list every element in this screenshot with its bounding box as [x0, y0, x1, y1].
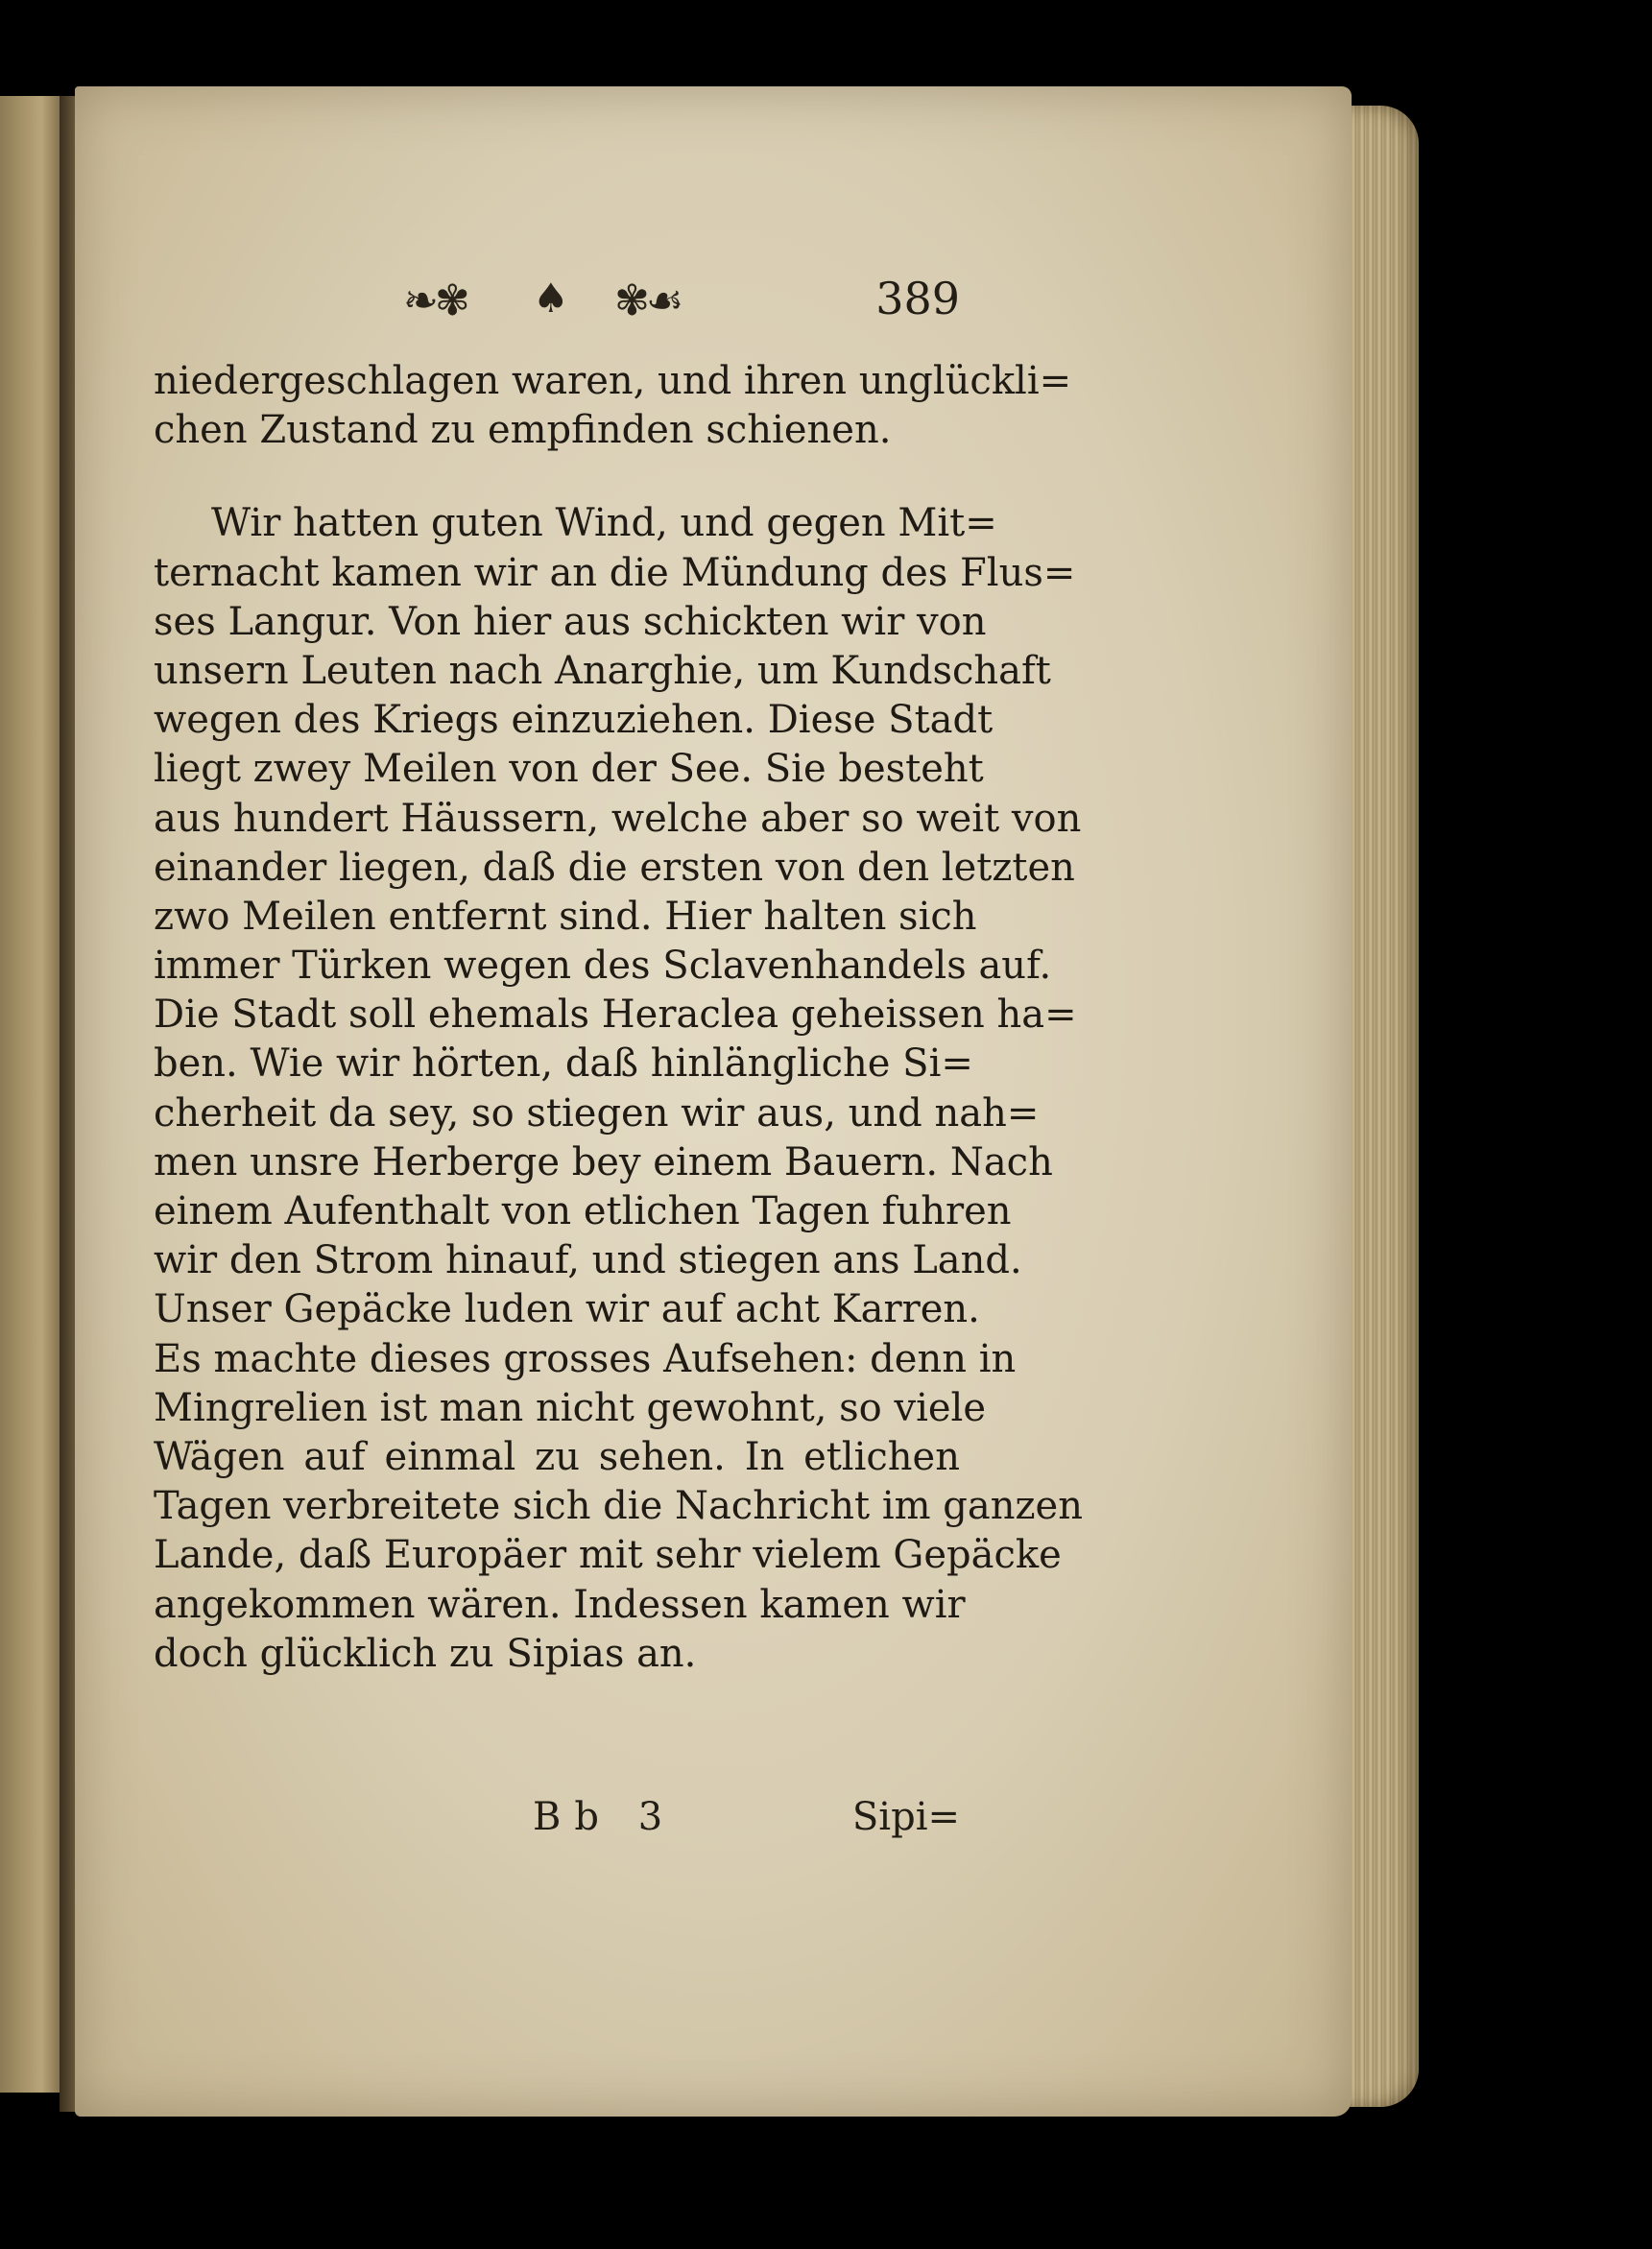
text-line: Die Stadt soll ehemals Heraclea geheissen ha=	[154, 993, 1077, 1038]
ornament-left-icon: ❧✾	[403, 276, 467, 325]
text-line: ternacht kamen wir an die Mündung des Flus=	[154, 550, 1076, 595]
text-line: cherheit da sey, so stiegen wir aus, und nah=	[154, 1090, 1040, 1136]
page-number: 389	[875, 273, 960, 324]
text-line: wir den Strom hinauf, und stiegen ans Land.	[154, 1238, 1022, 1283]
text-line: aus hundert Häussern, welche aber so weit von	[154, 796, 1082, 841]
catchword: Sipi=	[851, 1795, 960, 1839]
text-line: Lande, daß Europäer mit sehr vielem Gepäcke	[154, 1533, 1062, 1578]
text-line: einander liegen, daß die ersten von den letzten	[154, 845, 1075, 890]
text-line: Wägen auf einmal zu sehen. In etlichen	[154, 1434, 960, 1479]
text-line: chen Zustand zu empfinden schienen.	[154, 408, 892, 453]
ornament-right-icon: ✾☙	[614, 276, 681, 325]
text-line: Es machte dieses grosses Aufsehen: denn in	[154, 1336, 1017, 1381]
text-line: liegt zwey Meilen von der See. Sie besteht	[154, 747, 984, 792]
text-line: Mingrelien ist man nicht gewohnt, so viele	[154, 1385, 986, 1430]
signature-mark: Bb 3	[533, 1795, 677, 1839]
text-line: angekommen wären. Indessen kamen wir	[154, 1582, 966, 1627]
text-line: unsern Leuten nach Anarghie, um Kundschaft	[154, 648, 1051, 693]
text-line: Tagen verbreitete sich die Nachricht im ganzen	[154, 1484, 1083, 1529]
text-line: wegen des Kriegs einzuziehen. Diese Stadt	[154, 698, 994, 743]
text-line: einem Aufenthalt von etlichen Tagen fuhren	[154, 1189, 1012, 1233]
text-line: Wir hatten guten Wind, und gegen Mit=	[211, 501, 997, 546]
text-line: men unsre Herberge bey einem Bauern. Nach	[154, 1139, 1053, 1184]
text-line: niedergeschlagen waren, und ihren unglückli=	[154, 359, 1072, 403]
body-text	[154, 357, 1083, 1679]
text-line: ben. Wie wir hörten, daß hinlängliche Si=	[154, 1041, 973, 1087]
text-line: ses Langur. Von hier aus schickten wir von	[154, 599, 987, 644]
text-line: doch glücklich zu Sipias an.	[154, 1631, 697, 1676]
text-line: zwo Meilen entfernt sind. Hier halten sich	[154, 894, 977, 939]
text-line: Unser Gepäcke luden wir auf acht Karren.	[154, 1287, 980, 1332]
page-footer	[154, 1795, 960, 1853]
text-line: immer Türken wegen des Sclavenhandels auf.	[154, 944, 1052, 989]
ornament-mid-icon: ♠	[533, 275, 569, 322]
running-head	[154, 267, 979, 334]
